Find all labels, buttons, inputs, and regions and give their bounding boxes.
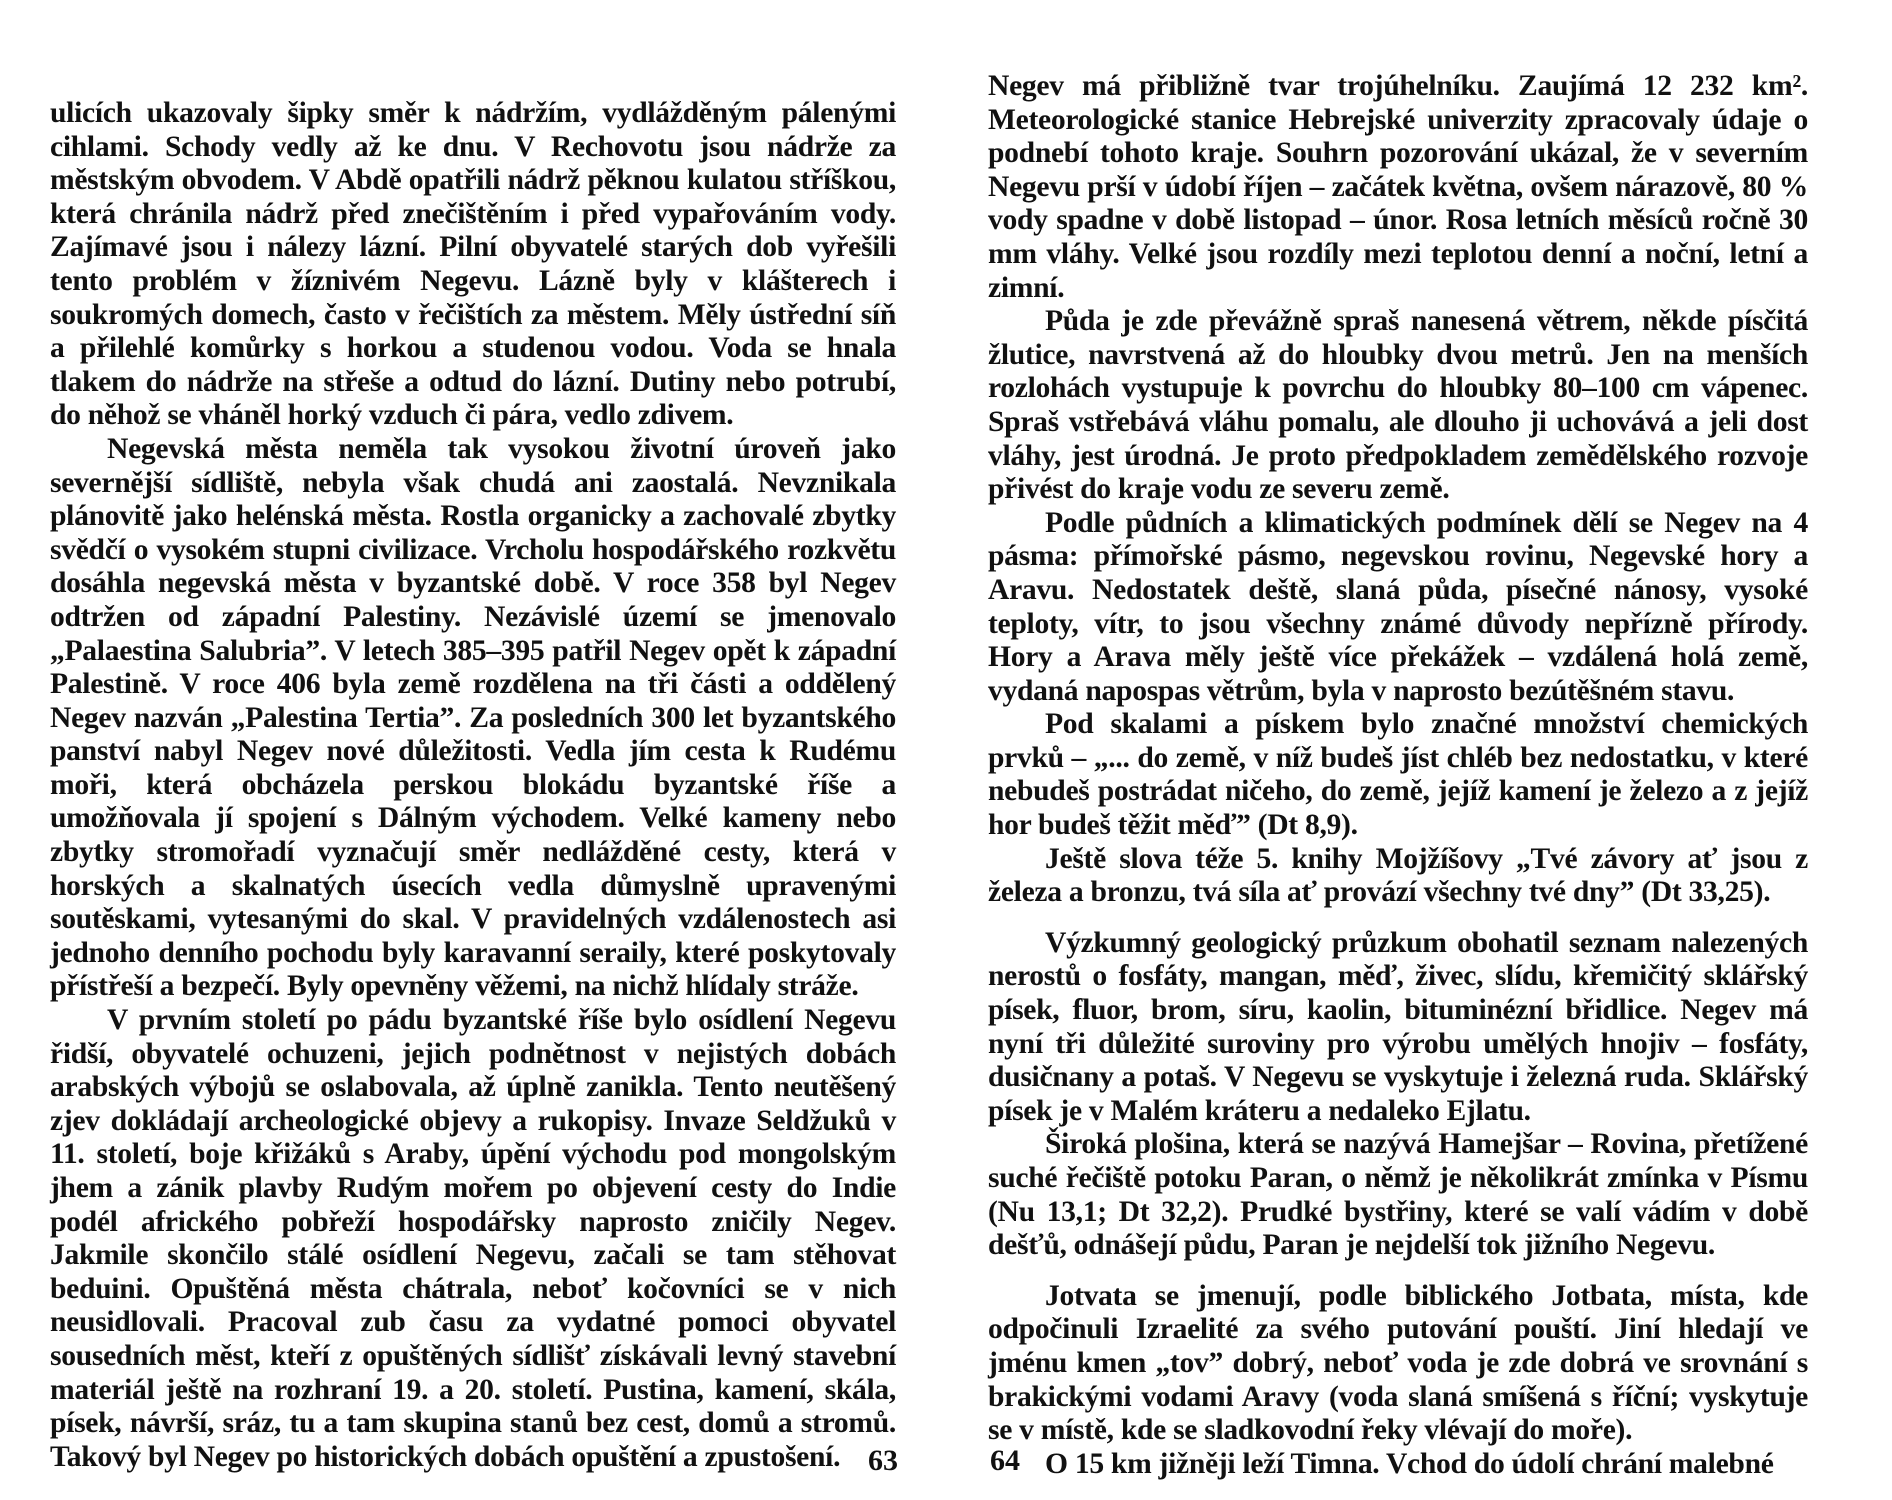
- right-page: [946, 0, 1892, 1500]
- paragraph: Podle půdních a klimatických podmínek dělí se Negev na 4 pásma: přímořské pásmo, negevskou rovinu, Negevské hory a Aravu. Nedostatek deště, slaná půda, písečné nánosy, vysoké teploty, vítr, to jsou všechny známé důvody nepřízně přírody. Hory a Arava měly ještě více překážek – vzdálená holá země, vydaná napospas větrům, byla v naprosto bezútěšném stavu.: [988, 506, 1808, 707]
- paragraph: V prvním století po pádu byzantské říše bylo osídlení Negevu řidší, obyvatelé ochuzeni, jejich podnětnost v nejistých dobách arabských výbojů se oslabovala, až úplně zanikla. Tento neutěšený zjev dokládají archeologické objevy a rukopisy. Invaze Seldžuků v 11. století, boje křižáků s Araby, úpění východu pod mongolským jhem a zánik plavby Rudým mořem po objevení cesty do Indie podél afrického pobřeží hospodářsky naprosto zničily Negev. Jakmile skončilo stálé osídlení Negevu, začali se tam stěhovat beduini. Opuštěná města chátrala, neboť kočovníci se v nich neusidlovali. Pracoval zub času za vydatné pomoci obyvatel sousedních měst, kteří z opuštěných sídlišť získávali levný stavební materiál ještě na rozhraní 19. a 20. století. Pustina, kamení, skála, písek, návrší, sráz, tu a tam skupina stanů bez cest, domů a stromů. Takový byl Negev po historických dobách opuštění a zpustošení.: [50, 1004, 896, 1473]
- paragraph: Jotvata se jmenují, podle biblického Jotbata, místa, kde odpočinuli Izraelité za svého putování pouští. Jiní hledají ve jménu kmen „tov” dobrý, neboť voda je zde dobrá ve srovnání s brakickými vodami Aravy (voda slaná smíšená s říční; vyskytuje se v místě, kde se sladkovodní řeky vlévají do moře).: [988, 1279, 1808, 1447]
- paragraph: ulicích ukazovaly šipky směr k nádržím, vydlážděným pálenými cihlami. Schody vedly až ke dnu. V Rechovotu jsou nádrže za městským obvodem. V Abdě opatřili nádrž pěknou kulatou stříškou, která chránila nádrž před znečištěním i před vypařováním vody. Zajímavé jsou i nálezy lázní. Pilní obyvatelé starých dob vyřešili tento problém v žíznivém Negevu. Lázně byly v klášterech i soukromých domech, často v řečištích za městem. Měly ústřední síň a přilehlé komůrky s horkou a studenou vodou. Voda se hnala tlakem do nádrže na střeše a odtud do lázní. Dutiny nebo potrubí, do něhož se vháněl horký vzduch či pára, vedlo zdivem.: [50, 97, 896, 432]
- paragraph: Ještě slova téže 5. knihy Mojžíšovy „Tvé závory ať jsou z železa a bronzu, tvá síla ať provází všechny tvé dny” (Dt 33,25).: [988, 842, 1808, 909]
- page-number: 64: [990, 1444, 1020, 1477]
- paragraph: Negev má přibližně tvar trojúhelníku. Zaujímá 12 232 km². Meteorologické stanice Hebrejské univerzity zpracovaly údaje o podnebí tohoto kraje. Souhrn pozorování ukázal, že v severním Negevu prší v údobí říjen – začátek května, ovšem nárazově, 80 % vody spadne v době listopad – únor. Rosa letních měsíců ročně 30 mm vláhy. Velké jsou rozdíly mezi teplotou denní a noční, letní a zimní.: [988, 70, 1808, 304]
- paragraph: Široká plošina, která se nazývá Hamejšar – Rovina, přetížené suché řečiště potoku Paran, o němž je několikrát zmínka v Písmu (Nu 13,1; Dt 32,2). Prudké bystřiny, které se valí vádím v době dešťů, odnášejí půdu, Paran je nejdelší tok jižního Negevu.: [988, 1128, 1808, 1262]
- paragraph: O 15 km jižněji leží Timna. Vchod do údolí chrání malebné: [1045, 1447, 1774, 1480]
- paragraph: Negevská města neměla tak vysokou životní úroveň jako severnější sídliště, nebyla však chudá ani zaostalá. Nevznikala plánovitě jako helénská města. Rostla organicky a zachovalé zbytky svědčí o vysokém stupni civilizace. Vrcholu hospodářského rozkvětu dosáhla negevská města v byzantské době. V roce 358 byl Negev odtržen od západní Palestiny. Nezávislé území se jmenovalo „Palaestina Salubria”. V letech 385–395 patřil Negev opět k západní Palestině. V roce 406 byla země rozdělena na tři části a oddělený Negev nazván „Palestina Tertia”. Za posledních 300 let byzantského panství nabyl Negev nové důležitosti. Vedla jím cesta k Rudému moři, která obcházela perskou blokádu byzantské říše a umožňovala jí spojení s Dálným východem. Velké kameny nebo zbytky stromořadí vyznačují směr nedlážděné cesty, která v horských a skalnatých úsecích vedla důmyslně upravenými soutěskami, vytesanými do skal. V pravidelných vzdálenostech asi jednoho denního pochodu byly karavanní seraily, které poskytovaly přístřeší a bezpečí. Byly opevněny věžemi, na nichž hlídaly stráže.: [50, 432, 896, 1003]
- paragraph: Výzkumný geologický průzkum obohatil seznam nalezených nerostů o fosfáty, mangan, měď, živec, slídu, křemičitý sklářský písek, fluor, brom, síru, kaolin, bituminézní břidlice. Negev má nyní tři důležité suroviny pro výrobu umělých hnojiv – fosfáty, dusičnany a potaš. V Negevu se vyskytuje i železná ruda. Sklářský písek je v Malém kráteru a nedaleko Ejlatu.: [988, 926, 1808, 1127]
- page-number: 63: [868, 1444, 898, 1477]
- paragraph: Půda je zde převážně spraš nanesená větrem, někde písčitá žlutice, navrstvená až do hloubky dvou metrů. Jen na menších rozlohách vystupuje k povrchu do hloubky 80–100 cm vápenec. Spraš vstřebává vláhu pomalu, ale dlouho ji uchovává a jeli dost vláhy, jest úrodná. Je proto předpokladem zemědělského rozvoje přivést do kraje vodu ze severu země.: [988, 305, 1808, 506]
- paragraph: Pod skalami a pískem bylo značné množství chemických prvků – „... do země, v níž budeš jíst chléb bez nedostatku, v které nebudeš postrádat ničeho, do země, jejíž kamení je železo a z jejíž hor budeš těžit měď” (Dt 8,9).: [988, 708, 1808, 842]
- left-page-text: [50, 97, 896, 1474]
- right-page-text: [988, 70, 1808, 1481]
